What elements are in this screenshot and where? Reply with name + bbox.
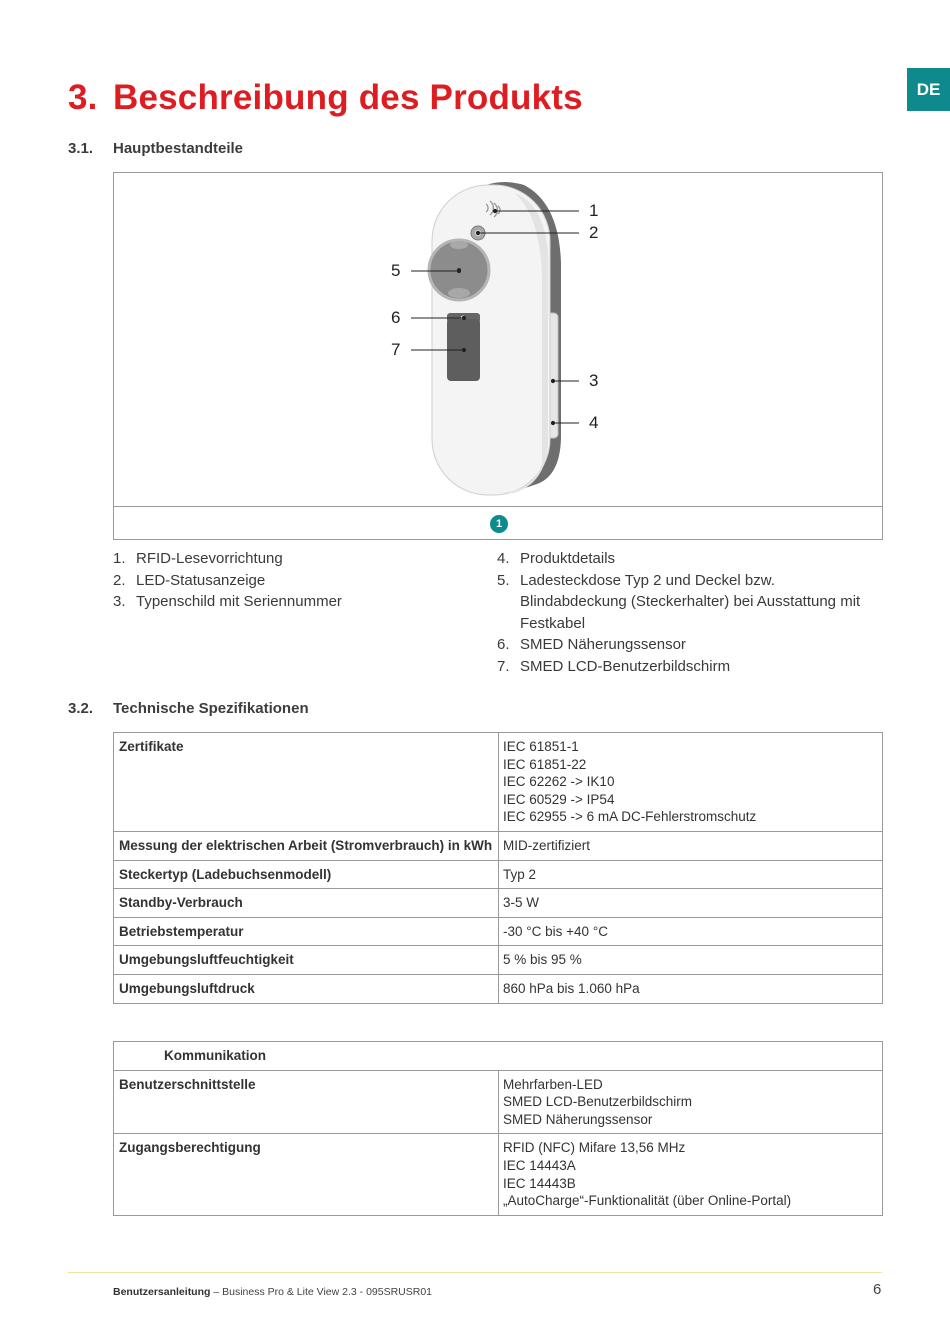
table-row [114, 889, 883, 918]
legend-item: 4. Produktdetails [497, 550, 616, 567]
table-row [114, 917, 883, 946]
callout-3: 3 [589, 371, 599, 390]
subsection-heading-main-parts [68, 140, 243, 157]
spec-key: Benutzerschnittstelle [114, 1070, 499, 1134]
callout-4: 4 [589, 413, 599, 432]
figure-number-badge: 1 [490, 515, 508, 533]
table-row [114, 860, 883, 889]
footer-doc-info: – Business Pro & Lite View 2.3 - 095SRUSR01 [210, 1286, 433, 1298]
spec-key: Betriebstemperatur [114, 917, 499, 946]
spec-value: 3-5 W [499, 889, 883, 918]
legend-item: 6. SMED Näherungssensor [497, 636, 686, 654]
spec-value: Mehrfarben-LED SMED LCD-Benutzerbildschirm SMED Näherungssensor [499, 1070, 883, 1134]
table-row [114, 1134, 883, 1215]
spec-value: 5 % bis 95 % [499, 946, 883, 975]
section-title-text: Beschreibung des Produkts [113, 78, 583, 117]
legend-item: 2. LED-Statusanzeige [113, 571, 266, 589]
spec-key: Zertifikate [114, 733, 499, 832]
footer-divider [68, 1272, 882, 1273]
legend-item: 7. SMED LCD-Benutzerbildschirm [497, 657, 731, 675]
spec-key: Steckertyp (Ladebuchsenmodell) [114, 860, 499, 889]
legend-left [113, 548, 473, 613]
footer-doc-title: Benutzersanleitung [113, 1286, 211, 1298]
spec-value: 860 hPa bis 1.060 hPa [499, 974, 883, 1003]
legend-item: 5. Ladesteckdose Typ 2 und Deckel bzw. Blindabdeckung (Steckerhalter) bei Ausstattung mit Festkabel [497, 571, 861, 632]
spec-key: Umgebungsluftfeuchtigkeit [114, 946, 499, 975]
callout-6: 6 [391, 308, 401, 327]
subsection-number: 3.1. [68, 140, 94, 157]
table-row [114, 1070, 883, 1134]
spec-value: RFID (NFC) Mifare 13,56 MHz IEC 14443A IEC 14443B „AutoCharge“-Funktionalität (über Online-Portal) [499, 1134, 883, 1215]
subsection-number: 3.2. [68, 700, 94, 717]
table-header: Kommunikation [114, 1042, 883, 1071]
spec-value: Typ 2 [499, 860, 883, 889]
callout-7: 7 [391, 340, 401, 359]
spec-value: IEC 61851-1 IEC 61851-22 IEC 62262 -> IK10 IEC 60529 -> IP54 IEC 62955 -> 6 mA DC-Fehlerstromschutz [499, 733, 883, 832]
table-header-row [114, 1042, 883, 1071]
footer-text [113, 1286, 432, 1298]
section-title [68, 78, 583, 118]
table-row [114, 831, 883, 860]
subsection-heading-specs [68, 700, 309, 717]
page-number: 6 [873, 1281, 882, 1298]
spec-value: -30 °C bis +40 °C [499, 917, 883, 946]
language-tab[interactable]: DE [907, 68, 950, 111]
legend-right [497, 548, 882, 678]
spec-value: MID-zertifiziert [499, 831, 883, 860]
spec-key: Zugangsberechtigung [114, 1134, 499, 1215]
table-row [114, 733, 883, 832]
wallbox-illustration [114, 173, 882, 506]
legend-item: 3. Typenschild mit Seriennummer [113, 593, 342, 611]
table-row [114, 974, 883, 1003]
callout-5: 5 [391, 261, 401, 280]
section-number: 3. [68, 78, 98, 117]
table-row [114, 946, 883, 975]
spec-table [113, 732, 883, 1004]
subsection-title: Technische Spezifikationen [113, 700, 309, 717]
callout-2: 2 [589, 223, 599, 242]
communication-table [113, 1041, 883, 1216]
subsection-title: Hauptbestandteile [113, 140, 244, 157]
callout-1: 1 [589, 201, 599, 220]
spec-key: Messung der elektrischen Arbeit (Stromverbrauch) in kWh [114, 831, 499, 860]
legend-item: 1. RFID-Lesevorrichtung [113, 550, 283, 567]
figure-caption-bar [114, 506, 882, 540]
spec-key: Umgebungsluftdruck [114, 974, 499, 1003]
spec-key: Standby-Verbrauch [114, 889, 499, 918]
product-figure [113, 172, 883, 540]
